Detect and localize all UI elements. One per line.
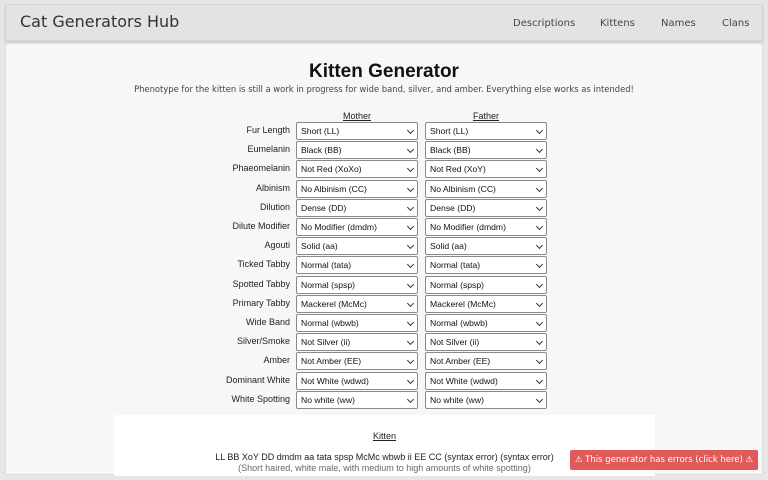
gene-label: Eumelanin: [247, 144, 290, 155]
mother-selected-value: Normal (wbwb): [301, 318, 359, 328]
father-selected-value: Black (BB): [430, 145, 471, 156]
mother-selected-value: Not Red (XoXo): [301, 164, 362, 175]
chevron-down-icon: [407, 204, 414, 211]
father-selected-value: No white (ww): [430, 394, 484, 405]
chevron-down-icon: [407, 357, 414, 364]
chevron-down-icon: [407, 300, 414, 307]
gene-row: [6, 256, 762, 275]
chevron-down-icon: [536, 146, 543, 153]
mother-selected-value: No white (ww): [301, 394, 355, 405]
mother-gene-select[interactable]: [296, 218, 418, 236]
chevron-down-icon: [536, 223, 543, 230]
father-gene-select[interactable]: [425, 352, 547, 370]
father-gene-select[interactable]: [425, 122, 547, 140]
father-selected-value: Mackerel (McMc): [430, 298, 496, 309]
father-gene-select[interactable]: [425, 199, 547, 217]
mother-gene-select[interactable]: [296, 160, 418, 178]
nav-names[interactable]: Names: [661, 18, 696, 29]
gene-label: Dominant White: [225, 374, 290, 385]
father-selected-value: Not Amber (EE): [430, 356, 491, 367]
mother-gene-select[interactable]: [296, 180, 418, 198]
father-gene-select[interactable]: [425, 237, 547, 255]
mother-selected-value: Normal (tata): [301, 260, 352, 271]
mother-gene-select[interactable]: [296, 256, 418, 274]
gene-row: [6, 295, 762, 314]
chevron-down-icon: [536, 165, 543, 172]
mother-selected-value: No Modifier (dmdm): [301, 222, 377, 232]
gene-row: [6, 122, 762, 141]
mother-selected-value: No Albinism (CC): [301, 183, 367, 194]
top-navbar: [5, 4, 763, 41]
chevron-down-icon: [536, 242, 543, 249]
gene-row: [6, 237, 762, 256]
gene-label: Wide Band: [245, 317, 290, 327]
mother-gene-select[interactable]: [296, 314, 418, 332]
chevron-down-icon: [536, 319, 543, 326]
father-gene-select[interactable]: [425, 333, 547, 351]
chevron-down-icon: [407, 242, 414, 249]
mother-selected-value: Black (BB): [301, 145, 342, 156]
gene-label: Albinism: [255, 182, 290, 193]
mother-selected-value: Solid (aa): [301, 241, 338, 252]
chevron-down-icon: [407, 377, 414, 384]
kitten-genotype: LL BB XoY DD dmdm aa tata spsp McMc wbwb ii EE CC (syntax error) (syntax error): [215, 452, 554, 462]
chevron-down-icon: [407, 319, 414, 326]
nav-clans[interactable]: Clans: [722, 18, 750, 29]
father-selected-value: Normal (spsp): [430, 279, 484, 290]
father-gene-select[interactable]: [425, 391, 547, 409]
mother-column-header: Mother: [342, 111, 371, 121]
gene-label: Amber: [263, 355, 290, 366]
gene-row: [6, 160, 762, 179]
kitten-heading: Kitten: [372, 431, 396, 441]
gene-row: [6, 180, 762, 199]
gene-row: [6, 352, 762, 371]
gene-row: [6, 218, 762, 237]
gene-label: Phaeomelanin: [232, 163, 290, 174]
father-gene-select[interactable]: [425, 276, 547, 294]
gene-row: [6, 333, 762, 352]
chevron-down-icon: [536, 185, 543, 192]
gene-label: Ticked Tabby: [237, 259, 290, 270]
chevron-down-icon: [407, 165, 414, 172]
chevron-down-icon: [536, 300, 543, 307]
chevron-down-icon: [407, 127, 414, 134]
gene-label: Silver/Smoke: [236, 336, 290, 347]
chevron-down-icon: [407, 185, 414, 192]
chevron-down-icon: [407, 338, 414, 345]
chevron-down-icon: [536, 127, 543, 134]
gene-row: [6, 199, 762, 218]
gene-label: Spotted Tabby: [232, 278, 290, 289]
mother-gene-select[interactable]: [296, 333, 418, 351]
father-selected-value: Dense (DD): [430, 202, 476, 213]
father-selected-value: Short (LL): [430, 126, 469, 136]
chevron-down-icon: [536, 338, 543, 345]
chevron-down-icon: [536, 396, 543, 403]
gene-row: [6, 391, 762, 410]
nav-kittens[interactable]: Kittens: [600, 18, 635, 29]
gene-row: [6, 276, 762, 295]
mother-selected-value: Normal (spsp): [301, 279, 355, 290]
mother-gene-select[interactable]: [296, 276, 418, 294]
father-selected-value: Not Silver (ii): [430, 337, 480, 348]
site-brand[interactable]: Cat Generators Hub: [20, 12, 180, 31]
father-gene-select[interactable]: [425, 141, 547, 159]
mother-gene-select[interactable]: [296, 352, 418, 370]
mother-selected-value: Mackerel (McMc): [301, 298, 367, 309]
father-selected-value: No Albinism (CC): [430, 183, 496, 194]
father-gene-select[interactable]: [425, 160, 547, 178]
chevron-down-icon: [407, 396, 414, 403]
father-gene-select[interactable]: [425, 314, 547, 332]
chevron-down-icon: [536, 357, 543, 364]
mother-selected-value: Not White (wdwd): [301, 375, 369, 386]
chevron-down-icon: [536, 377, 543, 384]
gene-row: [6, 314, 762, 333]
gene-label: White Spotting: [231, 393, 290, 404]
mother-selected-value: Not Silver (ii): [301, 337, 351, 348]
father-selected-value: Normal (wbwb): [430, 318, 488, 328]
mother-gene-select[interactable]: [296, 237, 418, 255]
chevron-down-icon: [536, 281, 543, 288]
generator-errors-button[interactable]: ⚠ This generator has errors (click here) ⚠: [570, 450, 758, 470]
father-selected-value: Not White (wdwd): [430, 375, 498, 386]
gene-row: [6, 372, 762, 391]
father-selected-value: Solid (aa): [430, 241, 467, 252]
father-gene-select[interactable]: [425, 372, 547, 390]
father-gene-select[interactable]: [425, 295, 547, 313]
chevron-down-icon: [407, 281, 414, 288]
mother-gene-select[interactable]: [296, 391, 418, 409]
father-gene-select[interactable]: [425, 256, 547, 274]
chevron-down-icon: [407, 223, 414, 230]
generator-panel: [5, 43, 763, 475]
gene-label: Primary Tabby: [232, 297, 290, 308]
father-gene-select[interactable]: [425, 218, 547, 236]
gene-label: Agouti: [264, 240, 290, 251]
father-selected-value: Normal (tata): [430, 260, 481, 271]
mother-gene-select[interactable]: [296, 141, 418, 159]
gene-label: Dilute Modifier: [232, 221, 290, 231]
father-gene-select[interactable]: [425, 180, 547, 198]
mother-gene-select[interactable]: [296, 372, 418, 390]
father-column-header: Father: [472, 111, 499, 121]
kitten-phenotype: (Short haired, white male, with medium to high amounts of white spotting): [238, 463, 531, 473]
gene-label: Dilution: [259, 201, 290, 212]
mother-selected-value: Not Amber (EE): [301, 356, 362, 367]
chevron-down-icon: [407, 261, 414, 268]
chevron-down-icon: [536, 261, 543, 268]
nav-descriptions[interactable]: Descriptions: [513, 18, 576, 29]
mother-gene-select[interactable]: [296, 199, 418, 217]
mother-selected-value: Dense (DD): [301, 202, 347, 213]
mother-selected-value: Short (LL): [301, 126, 340, 136]
father-selected-value: Not Red (XoY): [430, 164, 486, 175]
mother-gene-select[interactable]: [296, 295, 418, 313]
page-title: Kitten Generator: [309, 61, 459, 82]
mother-gene-select[interactable]: [296, 122, 418, 140]
page-subtitle: Phenotype for the kitten is still a work in progress for wide band, silver, and amber. Everything else works as intended!: [134, 84, 634, 94]
gene-row: [6, 141, 762, 160]
father-selected-value: No Modifier (dmdm): [430, 222, 506, 232]
chevron-down-icon: [407, 146, 414, 153]
gene-label: Fur Length: [246, 125, 290, 135]
chevron-down-icon: [536, 204, 543, 211]
